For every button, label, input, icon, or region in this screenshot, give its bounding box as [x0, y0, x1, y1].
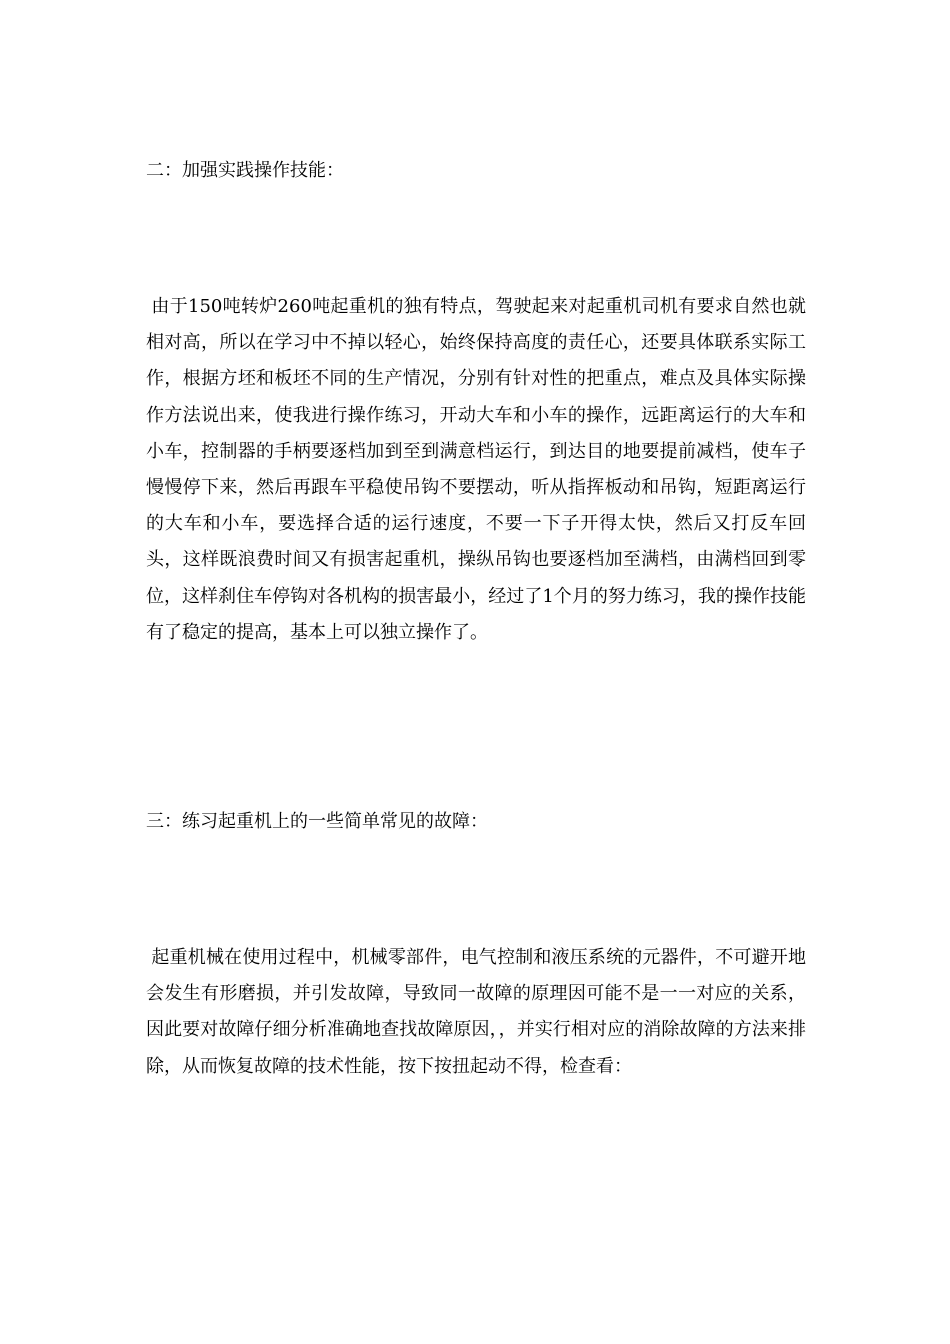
section-paragraph-common-faults: 起重机械在使用过程中，机械零部件，电气控制和液压系统的元器件，不可避开地会发生有形磨损，并引发故障，导致同一故障的原理因可能不是一一对应的关系，因此要对故障仔细分析准确地查找故障原因，，并实行相对应的消除故障的方法来排除，从而恢复故障的技术性能，按下按扭起动不得，检查看： [146, 947, 806, 1077]
section-paragraph-practice-skills: 由于150吨转炉260吨起重机的独有特点，驾驶起来对起重机司机有要求自然也就相对高，所以在学习中不掉以轻心，始终保持高度的责任心，还要具体联系实际工作，根据方坯和板坯不同的生产情况，分别有针对性的把重点，难点及具体实际操作方法说出来，使我进行操作练习，开动大车和小车的操作，远距离运行的大车和小车，控制器的手柄要逐档加到至到满意档运行，到达目的地要提前减档，使车子慢慢停下来，然后再跟车平稳使吊钩不要摆动，听从指挥板动和吊钩，短距离运行的大车和小车，要选择合适的运行速度，不要一下子开得太快，然后又打反车回头，这样既浪费时间又有损害起重机，操纵吊钩也要逐档加至满档，由满档回到零位，这样刹住车停钩对各机构的损害最小，经过了1个月的努力练习，我的操作技能有了稳定的提高，基本上可以独立操作了。 [146, 296, 806, 643]
section-heading-common-faults: 三：练习起重机上的一些简单常见的故障： [146, 811, 488, 832]
section-heading-practice-skills: 二：加强实践操作技能： [146, 160, 344, 181]
